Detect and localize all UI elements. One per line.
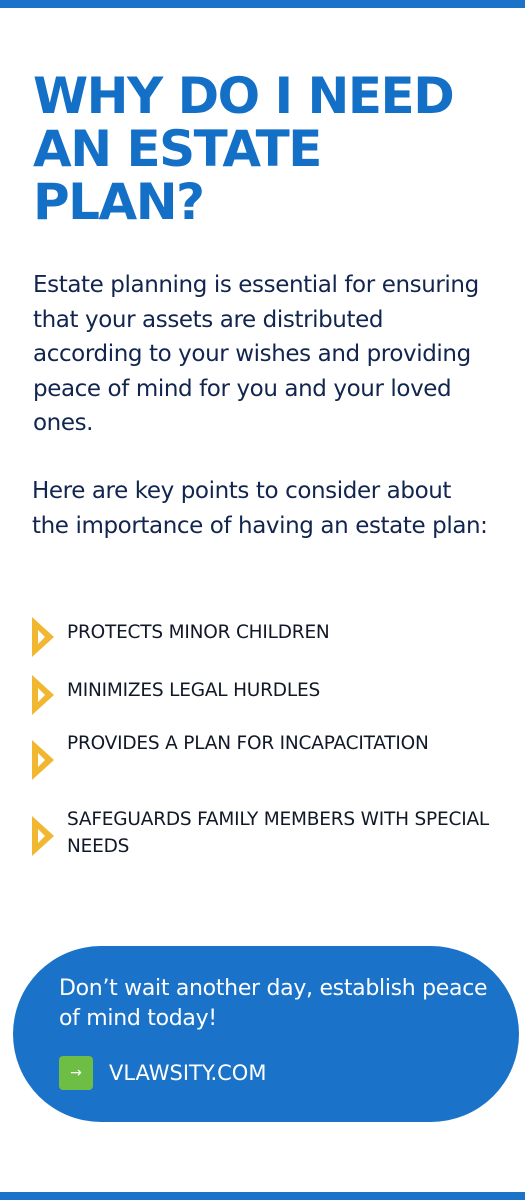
top-accent-bar [0,0,525,8]
list-item-label: SAFEGUARDS FAMILY MEMBERS WITH SPECIAL NEEDS [67,809,490,857]
list-item [32,614,502,659]
arrow-right-icon: → [59,1056,93,1090]
list-item-label: PROVIDES A PLAN FOR INCAPACITATION [67,733,429,754]
website-link[interactable] [59,1054,266,1092]
call-to-action-banner [13,946,519,1122]
list-item [32,806,502,866]
bottom-accent-bar [0,1192,525,1200]
cta-message: Don’t wait another day, establish peace of mind today! [59,976,488,1031]
triangle-play-icon [32,617,54,657]
page-title: WHY DO I NEED AN ESTATE PLAN? [33,67,454,231]
triangle-play-icon [32,675,54,715]
list-item [32,672,502,717]
triangle-play-icon [32,816,54,856]
website-url: VLAWSITY.COM [109,1061,267,1085]
list-item-label: MINIMIZES LEGAL HURDLES [67,680,320,701]
list-item-label: PROTECTS MINOR CHILDREN [67,622,330,643]
lead-in-paragraph: Here are key points to consider about the importance of having an estate plan: [32,478,488,539]
list-item [32,730,502,790]
key-points-list [32,614,502,866]
triangle-play-icon [32,740,54,780]
intro-paragraph: Estate planning is essential for ensuring that your assets are distributed according to your wishes and providing peace of mind for you and your loved ones. [33,272,479,436]
